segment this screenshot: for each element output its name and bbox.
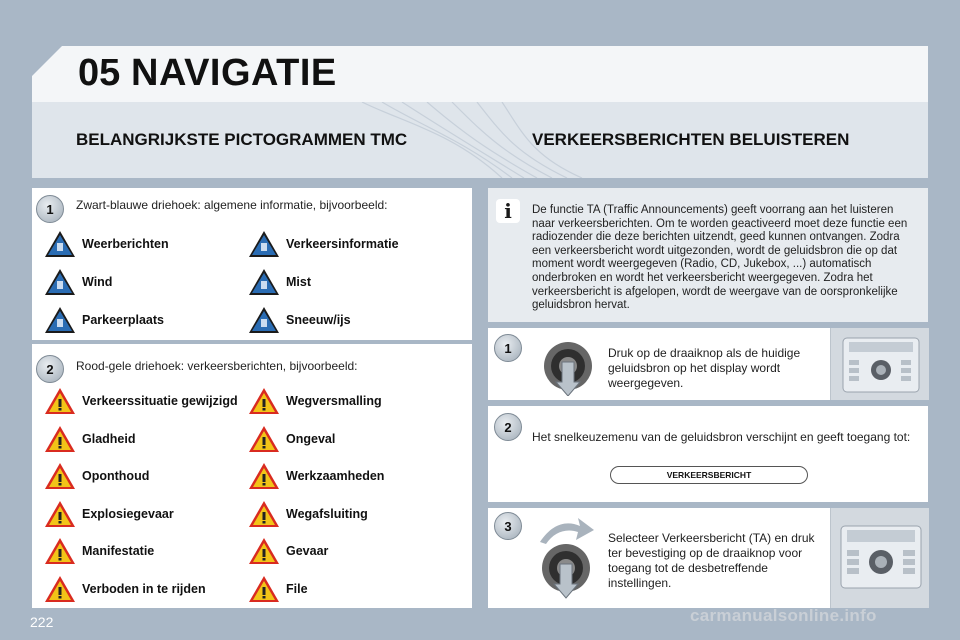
red-sign-label: Werkzaamheden: [286, 469, 385, 484]
red-sign-label: Verkeerssituatie gewijzigd: [82, 394, 238, 408]
blue-sign-label: Sneeuw/ijs: [286, 313, 351, 327]
verkeersbericht-menu-item[interactable]: VERKEERSBERICHT: [610, 466, 808, 484]
rotary-knob-press-icon: [540, 336, 600, 396]
blue-sign-label: Weerberichten: [82, 237, 169, 251]
chapter-number: 05: [78, 52, 121, 94]
red-sign-label: Wegversmalling: [286, 394, 382, 408]
red-sign-item: [44, 462, 149, 490]
red-warning-triangle-icon: [248, 462, 280, 490]
red-warning-triangle-icon: [248, 575, 280, 603]
red-warning-triangle-icon: [248, 387, 280, 415]
blue-warning-triangle-icon: [248, 268, 280, 296]
red-sign-item: [44, 537, 154, 565]
blue-intro-text: Zwart-blauwe driehoek: algemene informatie, bijvoorbeeld:: [76, 198, 388, 212]
step3-text: Selecteer Verkeersbericht (TA) en druk ter bevestiging op de draaiknop voor toegang tot de desbetreffende instellingen.: [608, 531, 815, 590]
red-sign-label: Explosiegevaar: [82, 506, 174, 521]
blue-sign-label: Verkeersinformatie: [286, 237, 399, 251]
red-warning-triangle-icon: [44, 500, 76, 528]
red-warning-triangle-icon: [248, 537, 280, 565]
info-icon: i: [496, 199, 520, 223]
blue-sign-label: Parkeerplaats: [82, 313, 165, 327]
red-sign-label: Gladheid: [82, 431, 136, 446]
page-number: 222: [30, 614, 54, 630]
blue-sign-label: Mist: [286, 275, 311, 289]
rotary-knob-turn-press-icon: [532, 514, 612, 600]
red-sign-item: [248, 387, 382, 415]
right-step-badge-2: 2: [494, 413, 522, 441]
blue-sign-item: [44, 306, 164, 334]
red-sign-label: Wegafsluiting: [286, 506, 368, 521]
red-sign-label: Oponthoud: [82, 469, 150, 484]
red-sign-item: [44, 425, 135, 453]
blue-sign-label: Wind: [82, 275, 113, 289]
red-intro-text: Rood-gele driehoek: verkeersberichten, bijvoorbeeld:: [76, 359, 358, 373]
blue-warning-triangle-icon: [248, 230, 280, 258]
blue-warning-triangle-icon: [44, 268, 76, 296]
red-sign-item: [248, 537, 328, 565]
step2-text: Het snelkeuzemenu van de geluidsbron verschijnt en geeft toegang tot:: [532, 430, 911, 444]
blue-sign-item: [44, 268, 112, 296]
red-sign-item: [248, 575, 308, 603]
red-warning-triangle-icon: [248, 425, 280, 453]
step-badge-1: 1: [36, 195, 64, 223]
right-step-badge-3: 3: [494, 512, 522, 540]
red-warning-triangle-icon: [44, 462, 76, 490]
right-step-badge-1: 1: [494, 334, 522, 362]
blue-sign-item: [248, 306, 351, 334]
red-sign-label: Gevaar: [286, 544, 329, 559]
blue-sign-item: [44, 230, 169, 258]
red-sign-label: File: [286, 582, 308, 596]
right-section-title: VERKEERSBERICHTEN BELUISTEREN: [532, 130, 850, 149]
blue-warning-triangle-icon: [44, 230, 76, 258]
red-sign-item: [248, 500, 368, 528]
red-warning-triangle-icon: [44, 425, 76, 453]
radio-unit-icon: [831, 328, 929, 400]
red-sign-label: Manifestatie: [82, 544, 155, 559]
red-sign-item: [248, 425, 335, 453]
blue-sign-item: [248, 230, 399, 258]
radio-unit-image-1: [830, 328, 929, 400]
red-sign-label: Ongeval: [286, 431, 336, 446]
red-warning-triangle-icon: [44, 537, 76, 565]
blue-warning-triangle-icon: [44, 306, 76, 334]
red-sign-label: Verboden in te rijden: [82, 582, 206, 596]
chapter-title: NAVIGATIE: [131, 52, 337, 94]
red-warning-triangle-icon: [44, 387, 76, 415]
left-section-title: BELANGRIJKSTE PICTOGRAMMEN TMC: [76, 130, 408, 149]
red-warning-triangle-icon: [44, 575, 76, 603]
red-sign-item: [44, 387, 238, 415]
red-sign-item: [248, 462, 384, 490]
blue-sign-item: [248, 268, 311, 296]
step2-panel: [488, 406, 928, 502]
red-sign-item: [44, 575, 206, 603]
blue-warning-triangle-icon: [248, 306, 280, 334]
radio-unit-icon: [831, 508, 929, 608]
radio-unit-image-2: [830, 508, 929, 608]
watermark: carmanualsonline.info: [690, 606, 877, 625]
step-badge-2: 2: [36, 355, 64, 383]
step1-text: Druk op de draaiknop als de huidige geluidsbron op het display wordt weergegeven.: [608, 346, 801, 390]
red-warning-triangle-icon: [248, 500, 280, 528]
red-sign-item: [44, 500, 174, 528]
info-text: De functie TA (Traffic Announcements) geeft voorrang aan het luisteren naar verkeersberichten. Om te worden geactiveerd moet deze functie een radiozender die deze berichten uitzendt, geed kunnen ontvangen. Zodra een verkeersbericht wordt uitgezonden, wordt de geluidsbron die op dat moment wordt weergegeven (Radio, CD, Jukebox, ...) automatisch onderbroken en wordt het verkeersbericht weergegeven. Zodra het verkeersbericht is afgelopen, wordt de weergave van de oorspronkelijke geluidsbron hervat.: [532, 204, 908, 312]
